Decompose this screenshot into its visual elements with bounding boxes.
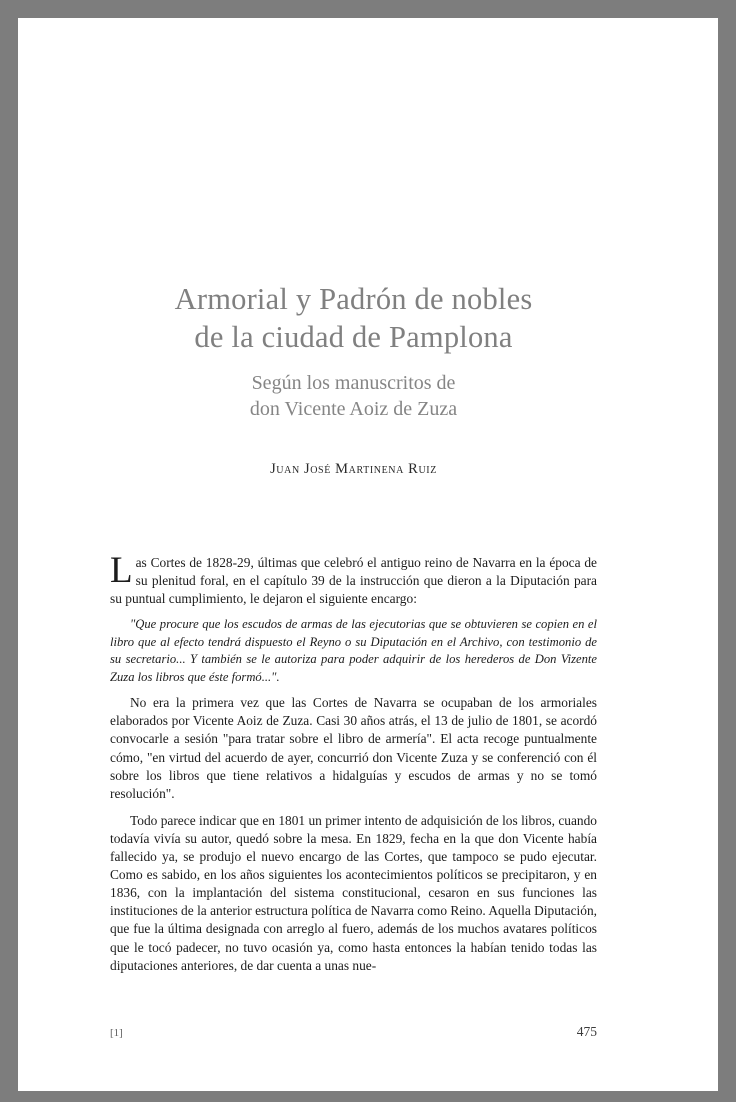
paragraph-spacer — [110, 803, 597, 812]
page-title-line-1: Armorial y Padrón de nobles — [174, 282, 533, 316]
footer-folio-marker: [1] — [110, 1027, 123, 1039]
author-byline: Juan José Martinena Ruiz — [270, 461, 437, 477]
body-paragraph-3: Todo parece indicar que en 1801 un primer intento de adquisición de los libros, cuando todavía vivía su autor, quedó sobre la mesa. En 1829, fecha en la que don Vicente había fallecido ya, se produjo el nuevo encargo de las Cortes, que tampoco se pudo ejecutar. Como es sabido, en los años siguientes los acontecimientos políticos se precipitaron, y en 1836, con la implantación del sistema constitucional, cesaron en sus funciones las instituciones de la anterior estructura política de Navarra como Reino. Aquella Diputación, que fue la última designada con arreglo al fuero, además de los muchos avatares políticos que le tocó padecer, no tuvo ocasión ya, como hasta entonces la habían tenido todas las diputaciones anteriores, de dar cuenta a unas nue- — [110, 812, 597, 973]
body-paragraph-2: No era la primera vez que las Cortes de Navarra se ocupaban de los armoriales elaborados por Vicente Aoiz de Zuza. Casi 30 años atrás, el 13 de julio de 1801, se acordó convocarle a sesión "para tratar sobre el libro de armería". El acta recoge puntualmente cómo, "en virtud del acuerdo de ayer, concurrió don Vicente Zuza y se conferenció con él sobre los libros que tiene relativos a hidalguías y escudos de armas y no se tomó resolución". — [110, 695, 597, 801]
page-subtitle-line-1: Según los manuscritos de — [251, 372, 456, 394]
body-text — [110, 550, 597, 975]
body-paragraph-1: Las Cortes de 1828-29, últimas que celebró el antiguo reino de Navarra en la época de su plenitud foral, en el capítulo 39 de la instrucción que dieron a la Diputación para su puntual cumplimiento, le dejaron el siguiente encargo: — [110, 550, 597, 607]
document-page — [18, 18, 718, 1091]
page-subtitle-line-2: don Vicente Aoiz de Zuza — [249, 398, 458, 420]
block-quote-1: "Que procure que los escudos de armas de las ejecutorias que se obtuvieren se copien en el libro que al efecto tendrá dispuesto el Reyno o su Diputación en el Archivo, con testimonio de su secretario... Y también se le autoriza para poder adquirir de los herederos de Don Vizente Zuza los libros que éste formó...". — [110, 617, 597, 684]
page-title-line-2: de la ciudad de Pamplona — [194, 320, 513, 354]
title-block — [110, 280, 597, 478]
page-title — [110, 280, 597, 356]
page-footer — [110, 1024, 597, 1040]
footer-page-number: 475 — [576, 1024, 597, 1039]
page-subtitle — [110, 356, 597, 422]
